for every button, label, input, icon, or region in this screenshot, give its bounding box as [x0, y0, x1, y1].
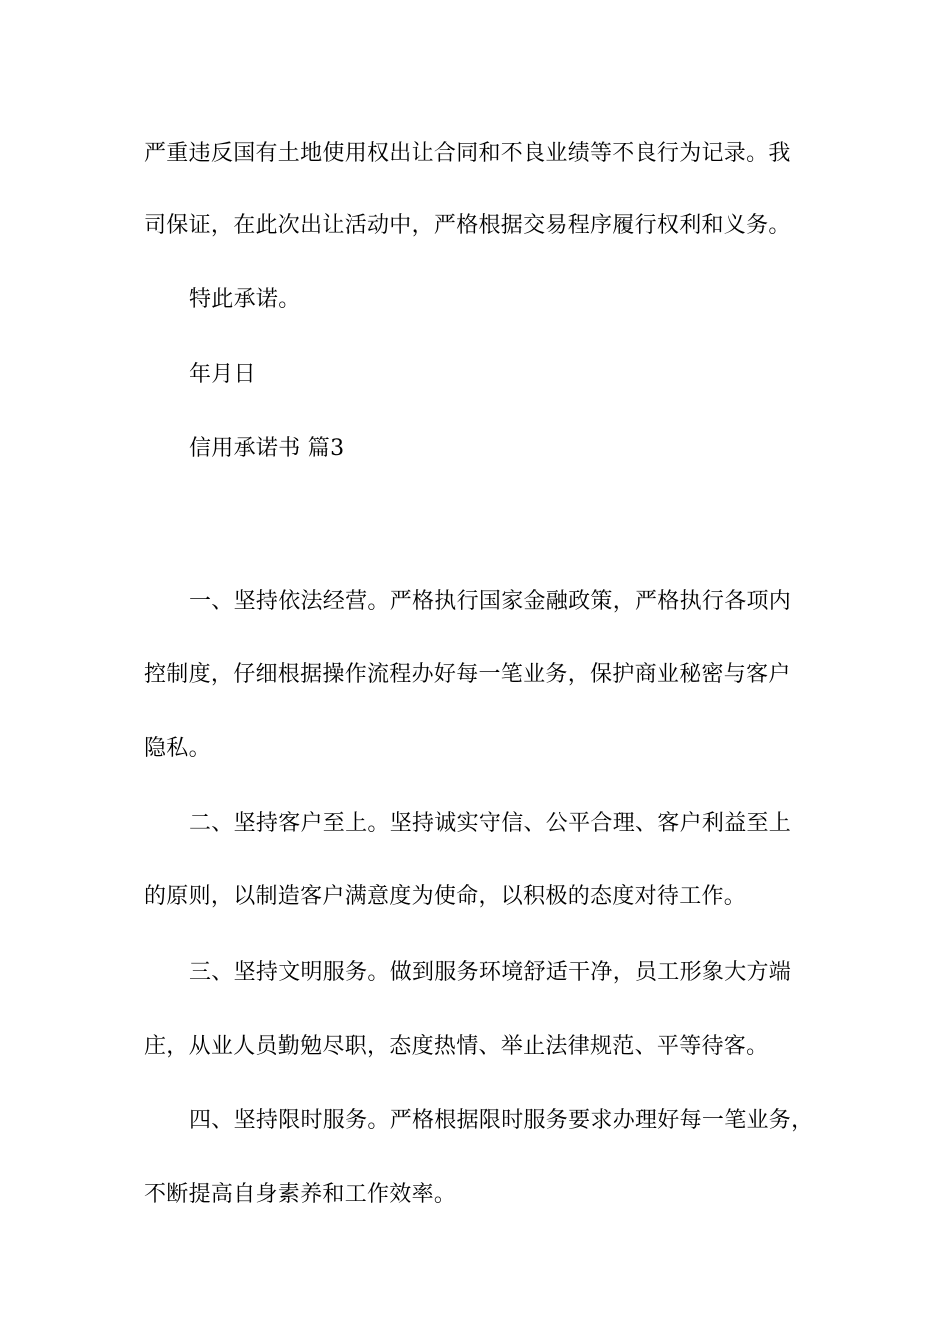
- paragraph-line: 不断提高自身素养和工作效率。: [144, 1182, 457, 1207]
- paragraph-line: 一、坚持依法经营。严格执行国家金融政策，严格执行各项内: [189, 589, 792, 614]
- paragraph-line: 控制度，仔细根据操作流程办好每一笔业务，保护商业秘密与客户: [144, 662, 791, 687]
- paragraph-line: 四、坚持限时服务。严格根据限时服务要求办理好每一笔业务，: [189, 1108, 814, 1133]
- paragraph-line: 三、坚持文明服务。做到服务环境舒适干净，员工形象大方端: [189, 960, 792, 985]
- paragraph-line: 严重违反国有土地使用权出让合同和不良业绩等不良行为记录。我: [144, 141, 791, 166]
- date-line: 年月日: [189, 362, 256, 387]
- paragraph-line: 二、坚持客户至上。坚持诚实守信、公平合理、客户利益至上: [189, 811, 792, 836]
- paragraph-line: 的原则，以制造客户满意度为使命，以积极的态度对待工作。: [144, 884, 747, 909]
- paragraph-line: 隐私。: [144, 736, 211, 761]
- section-heading: 信用承诺书 篇3: [189, 436, 345, 461]
- closing-statement: 特此承诺。: [189, 287, 301, 312]
- paragraph-line: 司保证，在此次出让活动中，严格根据交易程序履行权利和义务。: [144, 213, 791, 238]
- paragraph-line: 庄，从业人员勤勉尽职，态度热情、举止法律规范、平等待客。: [144, 1034, 769, 1059]
